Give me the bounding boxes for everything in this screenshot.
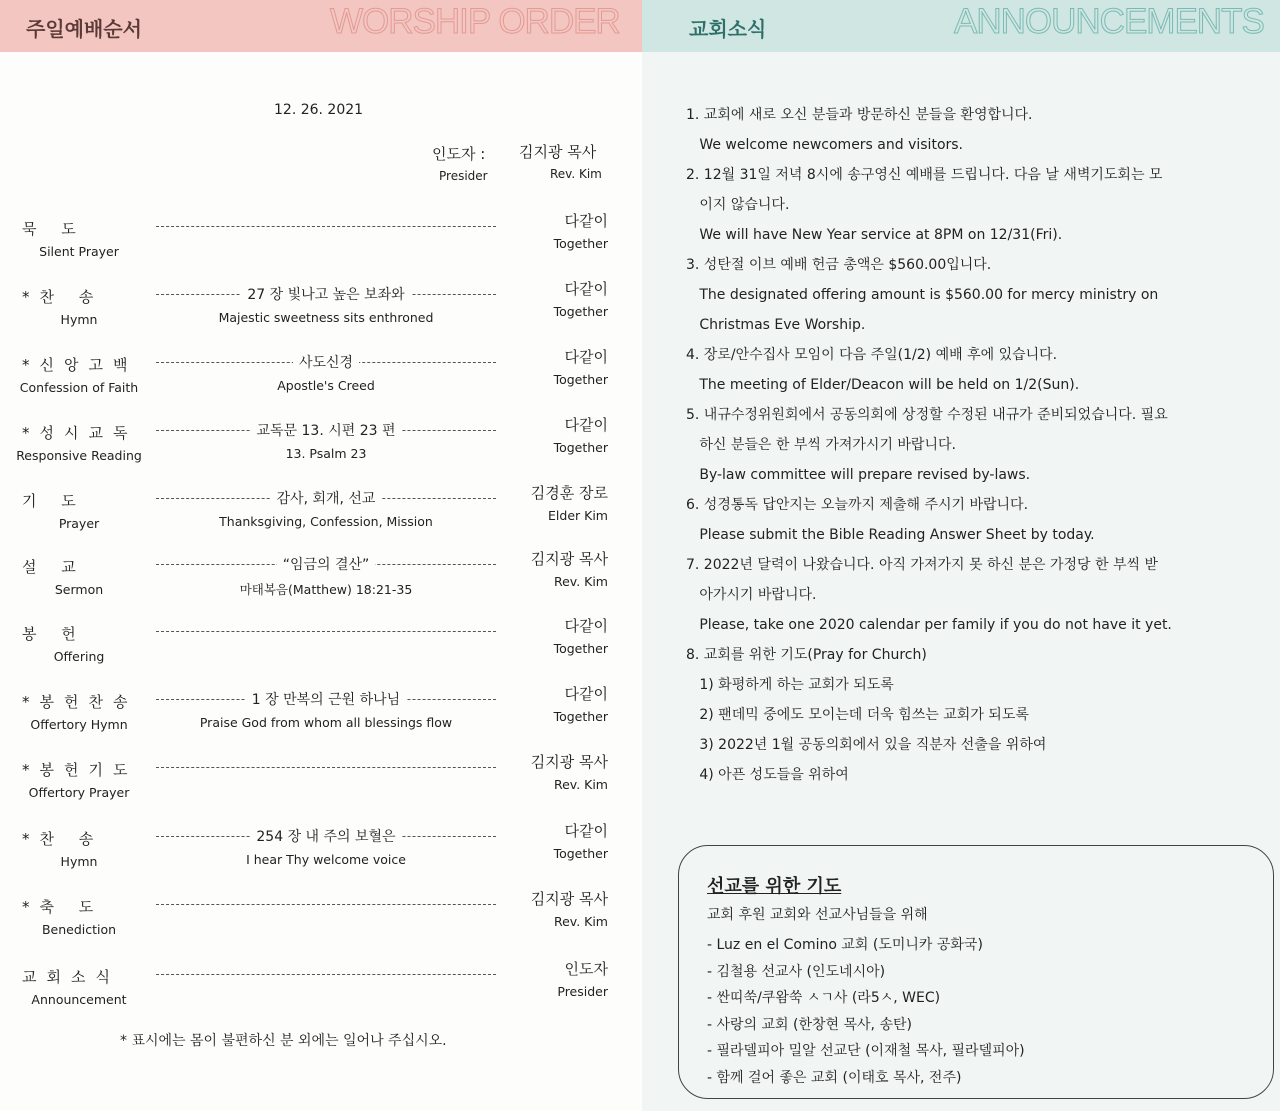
order-item-leader-en: Rev. Kim [553, 914, 608, 929]
announcement-line: By-law committee will prepare revised by-laws. [686, 467, 1031, 483]
announcement-line: 아가시기 바랍니다. [686, 587, 817, 603]
order-item-detail-ko: 사도신경 [293, 355, 359, 371]
order-item-title-ko: *찬 송 [22, 830, 104, 848]
order-item-detail-en: Apostle's Creed [277, 378, 375, 393]
leader-dashes [156, 767, 496, 768]
order-item-leader-ko: 다같이 [564, 212, 608, 230]
mission-list-item: - 함께 걸어 좋은 교회 (이태호 목사, 전주) [707, 1069, 962, 1086]
order-item-leader-ko: 다같이 [564, 280, 608, 298]
order-item [0, 210, 642, 274]
order-item-detail-ko: 254 장 내 주의 보혈은 [250, 829, 401, 845]
order-item-leader-en: Elder Kim [548, 508, 608, 523]
order-item-leader-ko: 다같이 [564, 617, 608, 635]
announcement-line: 이지 않습니다. [686, 197, 790, 213]
mission-list-item: - 싼띠쑥/쿠왐쑥 ㅅㄱ사 (라5ㅅ, WEC) [707, 990, 941, 1006]
presider-name-ko: 김지광 목사 [519, 143, 597, 161]
order-item-title-en: Silent Prayer [39, 244, 119, 259]
order-item-title-ko: *축 도 [22, 898, 104, 916]
announcements-title-ko: 교회소식 [689, 17, 767, 41]
order-item-title-en: Confession of Faith [19, 380, 139, 395]
order-item-leader-en: Rev. Kim [553, 574, 608, 589]
order-item-title-ko: 봉 헌 [22, 625, 86, 643]
order-item-detail-ko-wrap [156, 352, 496, 372]
announcement-line: Please, take one 2020 calendar per family if you do not have it yet. [686, 617, 1172, 633]
order-item-title-ko: *봉헌찬송 [22, 693, 138, 711]
announcement-line: 4. 장로/안수집사 모임이 다음 주일(1/2) 예배 후에 있습니다. [686, 347, 1058, 363]
announcement-line: Please submit the Bible Reading Answer Sheet by today. [686, 527, 1095, 543]
mission-subtitle: 교회 후원 교회와 선교사님들을 위해 [707, 907, 928, 923]
service-date: 12. 26. 2021 [274, 102, 364, 118]
order-item-detail-en: Thanksgiving, Confession, Mission [219, 514, 433, 529]
order-item-title-en: Announcement [31, 992, 127, 1007]
order-item-leader-en: Together [553, 440, 608, 455]
standing-footnote: * 표시에는 몸이 불편하신 분 외에는 일어나 주십시오. [120, 1033, 447, 1049]
order-item-detail-ko-wrap [156, 689, 496, 709]
order-item-detail-en: I hear Thy welcome voice [246, 852, 406, 867]
order-item-leader-en: Together [553, 641, 608, 656]
order-item [0, 414, 642, 478]
announcement-line: 3) 2022년 1월 공동의회에서 있을 직분자 선출을 위하여 [686, 737, 1047, 753]
order-item-detail-ko: 27 장 빛나고 높은 보좌와 [241, 287, 410, 303]
mission-title: 선교를 위한 기도 [707, 876, 842, 897]
order-item-detail-en: Majestic sweetness sits enthroned [218, 310, 434, 325]
order-item-title-ko: 묵 도 [22, 220, 86, 238]
order-item-title-ko: *봉헌기도 [22, 761, 138, 779]
mission-list-item: - Luz en el Comino 교회 (도미니카 공화국) [707, 937, 983, 953]
order-item [0, 958, 642, 1022]
order-item-title-ko: *신앙고백 [22, 356, 138, 374]
order-item-leader-en: Together [553, 304, 608, 319]
announcement-line: 2) 팬데믹 중에도 모이는데 더욱 힘쓰는 교회가 되도록 [686, 707, 1029, 723]
announcement-line: 2. 12월 31일 저녁 8시에 송구영신 예배를 드립니다. 다음 날 새벽기도회는 모 [686, 167, 1163, 183]
order-item-leader-en: Rev. Kim [553, 777, 608, 792]
order-item-detail-en: 마태복음(Matthew) 18:21-35 [239, 582, 413, 597]
worship-order-title-en: WORSHIP ORDER [330, 2, 620, 41]
order-item-leader-ko: 다같이 [564, 685, 608, 703]
mission-list-item: - 김철용 선교사 (인도네시아) [707, 963, 886, 980]
order-item-detail-ko-wrap [156, 826, 496, 846]
order-item-detail-en: Praise God from whom all blessings flow [199, 715, 453, 730]
announcement-line: 1. 교회에 새로 오신 분들과 방문하신 분들을 환영합니다. [686, 107, 1033, 123]
order-item-title-en: Sermon [54, 582, 104, 597]
order-item-title-en: Offertory Hymn [30, 717, 128, 732]
leader-dashes [156, 904, 496, 905]
order-item [0, 820, 642, 884]
order-item-title-en: Benediction [41, 922, 117, 937]
order-item-detail-ko-wrap [156, 554, 496, 574]
worship-order-title-ko: 주일예배순서 [26, 17, 142, 41]
order-item-leader-en: Together [553, 846, 608, 861]
presider-label-ko: 인도자 : [432, 145, 486, 163]
order-item-leader-en: Together [553, 372, 608, 387]
announcement-line: 하신 분들은 한 부씩 가져가시기 바랍니다. [686, 437, 956, 453]
order-item-leader-ko: 김지광 목사 [530, 550, 608, 568]
mission-list-item: - 사랑의 교회 (한창현 목사, 송탄) [707, 1016, 912, 1033]
order-item [0, 278, 642, 342]
leader-dashes [156, 631, 496, 632]
order-item-leader-en: Presider [557, 984, 608, 999]
order-item-detail-ko-wrap [156, 488, 496, 508]
announcement-line: 8. 교회를 위한 기도(Pray for Church) [686, 647, 927, 663]
announcements-title-en: ANNOUNCEMENTS [954, 2, 1264, 41]
order-item-leader-en: Together [553, 236, 608, 251]
announcement-line: 4) 아픈 성도들을 위하여 [686, 767, 849, 783]
announcement-line: Christmas Eve Worship. [686, 317, 866, 333]
announcement-line: 5. 내규수정위원회에서 공동의회에 상정할 수정된 내규가 준비되었습니다. 필요 [686, 407, 1168, 423]
order-item [0, 615, 642, 679]
order-item [0, 683, 642, 747]
order-item-detail-ko: 1 장 만복의 근원 하나님 [246, 692, 406, 708]
announcements-header [642, 0, 1280, 52]
order-item-title-en: Prayer [58, 516, 100, 531]
order-item-leader-ko: 김지광 목사 [530, 890, 608, 908]
presider-label-en: Presider [439, 169, 488, 183]
order-item-title-ko: 설 교 [22, 558, 86, 576]
order-item-detail-ko: 교독문 13. 시편 23 편 [250, 423, 401, 439]
order-item-title-en: Hymn [60, 854, 98, 869]
order-item-title-ko: 교회소식 [22, 968, 120, 986]
order-item-leader-ko: 다같이 [564, 416, 608, 434]
order-item [0, 548, 642, 612]
order-item-title-en: Hymn [60, 312, 98, 327]
order-item [0, 888, 642, 952]
order-item-detail-ko-wrap [156, 284, 496, 304]
order-item-leader-ko: 김지광 목사 [530, 753, 608, 771]
announcement-line: 1) 화평하게 하는 교회가 되도록 [686, 677, 894, 693]
announcement-line: 6. 성경통독 답안지는 오늘까지 제출해 주시기 바랍니다. [686, 497, 1029, 513]
order-item [0, 346, 642, 410]
order-item [0, 482, 642, 546]
order-item-title-ko: *성시교독 [22, 424, 138, 442]
announcement-line: We will have New Year service at 8PM on 12/31(Fri). [686, 227, 1063, 243]
announcement-line: The meeting of Elder/Deacon will be held on 1/2(Sun). [686, 377, 1080, 393]
order-item-title-en: Responsive Reading [16, 448, 142, 463]
order-item-title-ko: *찬 송 [22, 288, 104, 306]
worship-order-header [0, 0, 642, 52]
mission-prayer-box [678, 845, 1274, 1099]
order-item-title-en: Offertory Prayer [28, 785, 130, 800]
order-item-detail-ko: “임금의 결산” [277, 557, 376, 573]
mission-list [707, 932, 1025, 1091]
order-item-leader-ko: 다같이 [564, 822, 608, 840]
leader-dashes [156, 226, 496, 227]
leader-dashes [156, 974, 496, 975]
announcement-line: We welcome newcomers and visitors. [686, 137, 964, 153]
mission-list-item: - 필라델피아 밀알 선교단 (이재철 목사, 필라델피아) [707, 1043, 1025, 1059]
announcement-line: The designated offering amount is $560.00 for mercy ministry on [686, 287, 1159, 303]
announcement-list [686, 100, 1266, 790]
order-item-detail-ko: 감사, 회개, 선교 [271, 491, 382, 507]
order-item [0, 751, 642, 815]
presider-name-en: Rev. Kim [550, 167, 602, 181]
announcement-line: 3. 성탄절 이브 예배 헌금 총액은 $560.00입니다. [686, 257, 992, 273]
order-item-title-ko: 기 도 [22, 492, 86, 510]
order-item-leader-en: Together [553, 709, 608, 724]
order-item-title-en: Offering [53, 649, 105, 664]
announcement-line: 7. 2022년 달력이 나왔습니다. 아직 가져가지 못 하신 분은 가정당 한 부씩 받 [686, 557, 1158, 573]
order-item-leader-ko: 김경훈 장로 [530, 484, 608, 502]
order-item-leader-ko: 다같이 [564, 348, 608, 366]
order-item-leader-ko: 인도자 [564, 960, 608, 978]
order-item-detail-en: 13. Psalm 23 [285, 446, 367, 461]
order-item-detail-ko-wrap [156, 420, 496, 440]
